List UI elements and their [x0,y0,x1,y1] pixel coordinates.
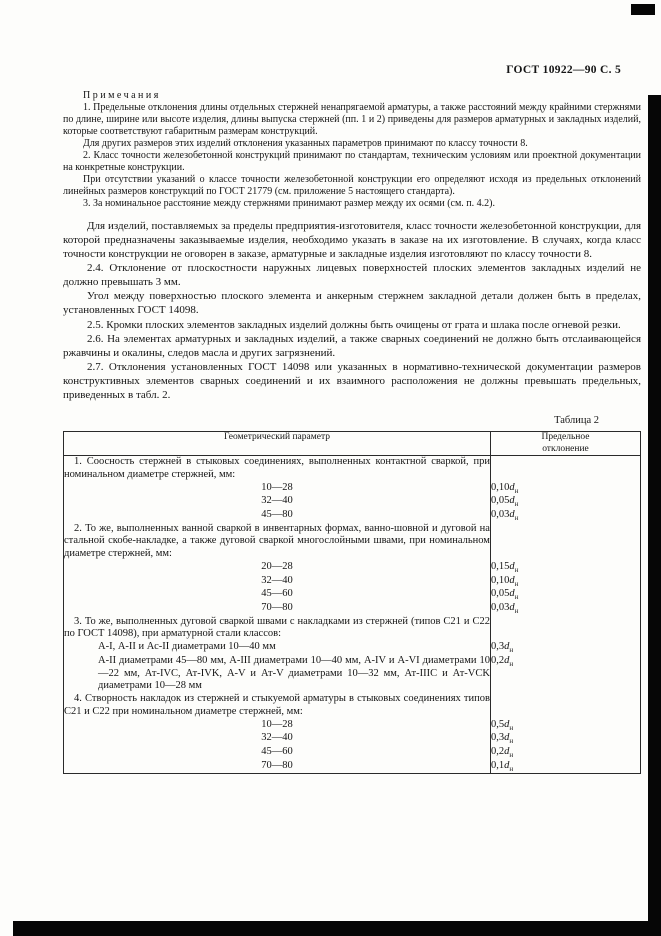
body-paragraph: 2.7. Отклонения установленных ГОСТ 14098 или указанных в нормативно-технической документации размеров конструктивных элементов сварных соединений и их взаимного расположения не должны превышать предельных, приведенных в табл. 2. [63,360,641,401]
table-row [64,509,641,523]
deviation-coefficient: 0,2 [490,745,505,757]
notes-title: Примечания [83,90,161,101]
table-section-intro-row [64,456,641,482]
diameter-symbol: d [504,641,510,653]
table-row [64,602,641,616]
note-paragraph: 3. За номинальное расстояние между стержнями принимают размер между их осями (см. п. 4.2). [83,198,495,209]
deviation-value-cell [490,561,640,575]
table-row [64,641,641,655]
column-header-deviation-label: Предельное отклонение [541,432,590,454]
deviation-coefficient: 0,5 [490,718,505,730]
table-row [64,746,641,760]
diameter-symbol: d [504,745,510,757]
table-row [64,760,641,774]
deviation-value-cell [490,509,640,523]
parameter-cell: 32—40 [64,732,491,746]
diameter-subscript: н [514,607,519,615]
parameter-cell: 10—28 [64,719,491,733]
diameter-subscript: н [514,500,519,509]
table-header-row [64,432,641,456]
table-row [64,655,641,693]
deviation-coefficient: 0,15 [490,561,510,573]
note-paragraph: При отсутствии указаний о классе точности железобетонной конструкции его определяют исходя из предельных отклонений линейных размеров конструкций по ГОСТ 21779 (см. приложение 5 настоящего стандарта). [63,174,641,197]
deviation-value-cell [490,655,640,693]
deviation-coefficient: 0,2 [490,654,505,666]
parameter-cell: 70—80 [64,602,491,616]
body-text-block [63,219,641,402]
note-paragraph: 2. Класс точности железобетонной конструкций принимают по стандартам, техническим условиям или проектной документации на конкретные конструкции. [63,150,641,173]
section-intro-text: 1. Соосность стержней в стыковых соединениях, выполненных контактной сваркой, при номинальном диаметре стержней, мм: [64,456,490,480]
body-paragraph: 2.5. Кромки плоских элементов закладных изделий должны быть очищены от грата и шлака после огневой резки. [87,318,621,331]
note-paragraph: Для других размеров этих изделий отклонения указанных параметров принимают по классу точности 8. [83,138,528,149]
diameter-symbol: d [504,654,510,666]
diameter-subscript: н [509,751,514,760]
column-header-parameter: Геометрический параметр [64,432,491,456]
table-caption: Таблица 2 [554,415,599,427]
parameter-cell: А-II диаметрами 45—80 мм, А-III диаметрами 10—40 мм, А-IV и А-VI диаметрами 10—22 мм, Ат-IVC, Ат-IVK, А-V и Ат-V диаметрами 10—32 мм, Ат-IIIC и Ат-VCK диаметрами 10—28 мм [64,655,491,693]
section-intro-text: 4. Створность накладок из стержней и стыкуемой арматуры в стыковых соединениях типов С21 и С22 при номинальном диаметре стержней, мм: [64,693,490,717]
table-row [64,719,641,733]
diameter-subscript: н [514,486,519,495]
table-row [64,575,641,589]
deviation-value-cell [490,746,640,760]
table-row [64,732,641,746]
parameter-cell: 32—40 [64,575,491,589]
diameter-symbol: d [504,759,510,771]
diameter-subscript: н [509,646,514,655]
deviation-value-cell [490,760,640,774]
table-row [64,588,641,602]
diameter-symbol: d [509,588,515,600]
deviation-coefficient: 0,03 [490,509,510,521]
table-row [64,561,641,575]
page-header: ГОСТ 10922—90 С. 5 [506,64,621,76]
parameter-cell: 20—28 [64,561,491,575]
deviation-value-cell [490,575,640,589]
scan-artifact-corner [631,4,655,15]
parameter-cell: 45—60 [64,588,491,602]
table-section-intro-row [64,616,641,642]
deviation-value-cell [490,602,640,616]
diameter-subscript: н [509,764,514,773]
table-row [64,495,641,509]
table-header [64,432,641,456]
deviation-value-cell [490,482,640,496]
note-paragraph: 1. Предельные отклонения длины отдельных стержней ненапрягаемой арматуры, а также расстояний между крайними стержнями по длине, ширине или высоте изделия, длины выпуска стержней (пп. 1 и 2) приведены для размеров арматурных и закладных изделий, которые соответствуют габаритным размерам конструкций. [63,102,641,137]
parameter-cell: А-I, А-II и Ас-II диаметрами 10—40 мм [64,641,491,655]
diameter-symbol: d [504,732,510,744]
table-body [64,456,641,774]
empty-deviation-cell [490,456,640,482]
parameter-cell: 45—80 [64,509,491,523]
diameter-subscript: н [514,514,519,523]
parameter-cell: 45—60 [64,746,491,760]
diameter-subscript: н [514,579,519,588]
diameter-subscript: н [509,659,514,668]
diameter-subscript: н [514,566,519,575]
deviation-value-cell [490,588,640,602]
parameter-cell: 70—80 [64,760,491,774]
parameter-cell: 10—28 [64,482,491,496]
notes-block [63,90,641,210]
parameter-cell: 32—40 [64,495,491,509]
deviation-coefficient: 0,1 [490,759,505,771]
body-paragraph: Для изделий, поставляемых за пределы предприятия-изготовителя, класс точности железобетонной конструкции, для которой предназначены заказываемые изделия, необходимо указать в заказе на их изготовление. В случаях, когда класс точности конструкции не оговорен в заказе, арматурные и закладные изделия изготовляют по классу точности 8. [63,220,641,261]
table-row [64,482,641,496]
table-section-intro-row [64,523,641,561]
deviation-coefficient: 0,3 [490,732,505,744]
deviations-table [63,431,641,774]
diameter-symbol: d [509,561,515,573]
section-intro-text: 3. То же, выполненных дуговой сваркой швами с накладками из стержней (типов С21 и С22 по ГОСТ 14098), при арматурной стали классов: [64,615,490,640]
column-header-deviation [490,432,640,456]
document-content [63,90,641,774]
scan-artifact-bottom-edge [13,921,661,936]
empty-deviation-cell [490,523,640,561]
section-intro-text: 2. То же, выполненных ванной сваркой в инвентарных формах, ванно-шовной и дуговой на стальной скобе-накладке, а также дуговой сваркой многослойными швами, при номинальном диаметре стержней, мм: [64,522,490,560]
diameter-symbol: d [509,574,515,586]
diameter-subscript: н [509,723,514,732]
deviation-coefficient: 0,3 [490,641,505,653]
deviation-value-cell [490,495,640,509]
deviation-value-cell [490,732,640,746]
diameter-symbol: d [509,601,515,613]
deviation-value-cell [490,719,640,733]
diameter-symbol: d [509,481,515,493]
body-paragraph: 2.4. Отклонение от плоскостности наружных лицевых поверхностей плоских элементов закладных изделий не должно превышать 3 мм. [63,262,641,289]
deviation-value-cell [490,641,640,655]
deviation-coefficient: 0,10 [490,481,510,493]
empty-deviation-cell [490,693,640,719]
empty-deviation-cell [490,616,640,642]
diameter-subscript: н [514,593,519,602]
deviation-coefficient: 0,05 [490,495,510,507]
diameter-symbol: d [509,495,515,507]
body-paragraph: 2.6. На элементах арматурных и закладных изделий, а также сварных соединений не должно быть отслаивающейся ржавчины и окалины, следов масла и других загрязнений. [63,332,641,359]
table-section-intro-row [64,693,641,719]
deviation-coefficient: 0,03 [490,601,510,613]
diameter-subscript: н [509,737,514,746]
diameter-symbol: d [509,509,515,521]
body-paragraph: Угол между поверхностью плоского элемента и анкерным стержнем закладной детали должен быть в пределах, установленных ГОСТ 14098. [63,290,641,317]
scan-artifact-right-edge [648,95,661,928]
deviation-coefficient: 0,10 [490,574,510,586]
deviation-coefficient: 0,05 [490,588,510,600]
diameter-symbol: d [504,718,510,730]
